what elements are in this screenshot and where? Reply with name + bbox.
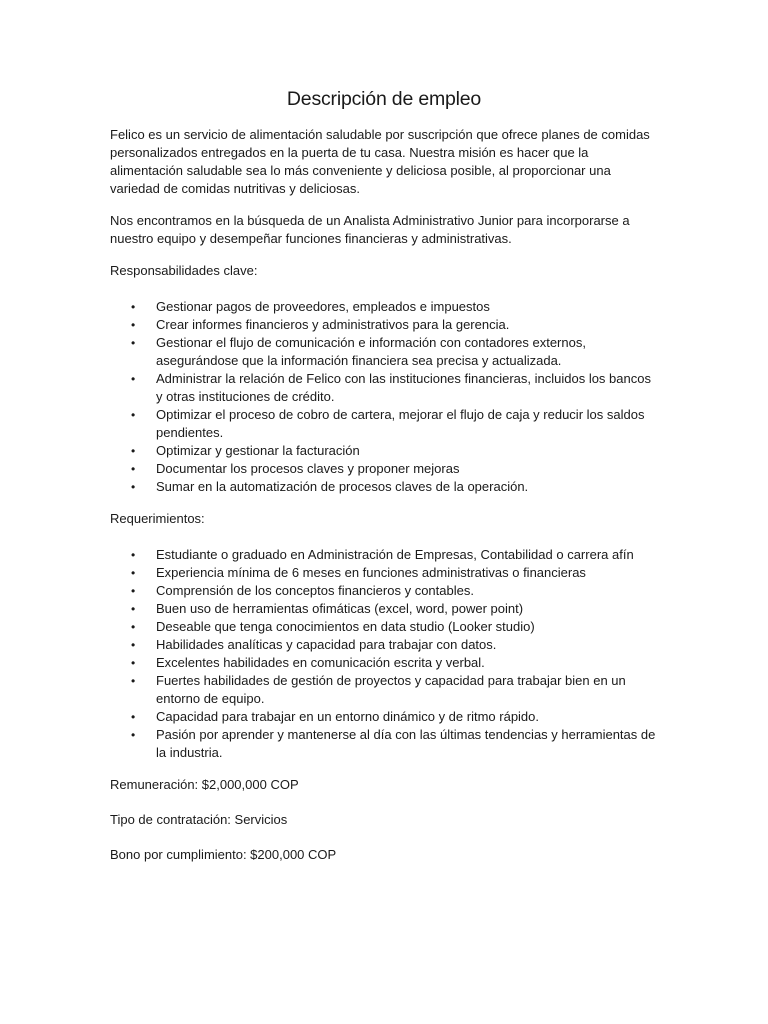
list-item bbox=[110, 654, 658, 672]
list-item bbox=[110, 726, 658, 762]
bullet-icon: • bbox=[131, 444, 136, 458]
list-item-text: Buen uso de herramientas ofimáticas (excel, word, power point) bbox=[156, 601, 524, 616]
responsibilities-heading: Responsabilidades clave: bbox=[110, 263, 258, 278]
list-item bbox=[110, 460, 658, 478]
list-item-text: Administrar la relación de Felico con las instituciones financieras, incluidos los bancos y otras instituciones de crédito. bbox=[156, 371, 651, 404]
bullet-icon: • bbox=[131, 318, 136, 332]
bullet-icon: • bbox=[131, 674, 136, 688]
document-title: Descripción de empleo bbox=[286, 88, 482, 110]
bonus-line: Bono por cumplimiento: $200,000 COP bbox=[110, 847, 337, 862]
list-item-text: Optimizar y gestionar la facturación bbox=[156, 443, 360, 458]
contract-type-line: Tipo de contratación: Servicios bbox=[110, 812, 288, 827]
list-item-text: Experiencia mínima de 6 meses en funciones administrativas o financieras bbox=[156, 565, 586, 580]
requirements-list bbox=[110, 546, 658, 762]
list-item-text: Excelentes habilidades en comunicación escrita y verbal. bbox=[156, 655, 485, 670]
bullet-icon: • bbox=[131, 480, 136, 494]
bullet-icon: • bbox=[131, 710, 136, 724]
list-item-text: Comprensión de los conceptos financieros y contables. bbox=[156, 583, 474, 598]
document-body bbox=[110, 86, 658, 881]
bullet-icon: • bbox=[131, 584, 136, 598]
responsibilities-list bbox=[110, 298, 658, 496]
bullet-icon: • bbox=[131, 566, 136, 580]
list-item bbox=[110, 708, 658, 726]
list-item-text: Sumar en la automatización de procesos claves de la operación. bbox=[156, 479, 529, 494]
list-item-text: Optimizar el proceso de cobro de cartera, mejorar el flujo de caja y reducir los saldos pendientes. bbox=[156, 407, 645, 440]
bullet-icon: • bbox=[131, 548, 136, 562]
list-item bbox=[110, 564, 658, 582]
list-item-text: Gestionar pagos de proveedores, empleados e impuestos bbox=[156, 299, 490, 314]
list-item bbox=[110, 442, 658, 460]
bullet-icon: • bbox=[131, 602, 136, 616]
requirements-heading: Requerimientos: bbox=[110, 511, 205, 526]
list-item bbox=[110, 316, 658, 334]
bullet-icon: • bbox=[131, 620, 136, 634]
list-item bbox=[110, 406, 658, 442]
salary-line: Remuneración: $2,000,000 COP bbox=[110, 777, 299, 792]
bullet-icon: • bbox=[131, 408, 136, 422]
list-item bbox=[110, 636, 658, 654]
list-item bbox=[110, 672, 658, 708]
bullet-icon: • bbox=[131, 300, 136, 314]
list-item bbox=[110, 546, 658, 564]
bullet-icon: • bbox=[131, 656, 136, 670]
list-item-text: Fuertes habilidades de gestión de proyectos y capacidad para trabajar bien en un entorno de equipo. bbox=[156, 673, 626, 706]
bullet-icon: • bbox=[131, 336, 136, 350]
list-item bbox=[110, 618, 658, 636]
bullet-icon: • bbox=[131, 638, 136, 652]
list-item-text: Gestionar el flujo de comunicación e información con contadores externos, asegurándose que la información financiera sea precisa y actualizada. bbox=[156, 335, 586, 368]
bullet-icon: • bbox=[131, 462, 136, 476]
list-item-text: Capacidad para trabajar en un entorno dinámico y de ritmo rápido. bbox=[156, 709, 540, 724]
list-item-text: Crear informes financieros y administrativos para la gerencia. bbox=[156, 317, 510, 332]
list-item bbox=[110, 478, 658, 496]
list-item-text: Habilidades analíticas y capacidad para trabajar con datos. bbox=[156, 637, 497, 652]
list-item bbox=[110, 334, 658, 370]
bullet-icon: • bbox=[131, 728, 136, 742]
list-item bbox=[110, 298, 658, 316]
list-item-text: Deseable que tenga conocimientos en data studio (Looker studio) bbox=[156, 619, 535, 634]
list-item-text: Documentar los procesos claves y proponer mejoras bbox=[156, 461, 460, 476]
list-item bbox=[110, 600, 658, 618]
list-item bbox=[110, 582, 658, 600]
list-item-text: Estudiante o graduado en Administración de Empresas, Contabilidad o carrera afín bbox=[156, 547, 634, 562]
position-search-paragraph: Nos encontramos en la búsqueda de un Analista Administrativo Junior para incorporarse a nuestro equipo y desempeñar funciones financieras y administrativas. bbox=[110, 213, 630, 246]
company-intro-paragraph: Felico es un servicio de alimentación saludable por suscripción que ofrece planes de comidas personalizados entregados en la puerta de tu casa. Nuestra misión es hacer que la alimentación saludable sea lo más conveniente y deliciosa posible, al proporcionar una variedad de comidas nutritivas y deliciosas. bbox=[110, 127, 650, 196]
list-item-text: Pasión por aprender y mantenerse al día con las últimas tendencias y herramientas de la industria. bbox=[156, 727, 656, 760]
list-item bbox=[110, 370, 658, 406]
bullet-icon: • bbox=[131, 372, 136, 386]
